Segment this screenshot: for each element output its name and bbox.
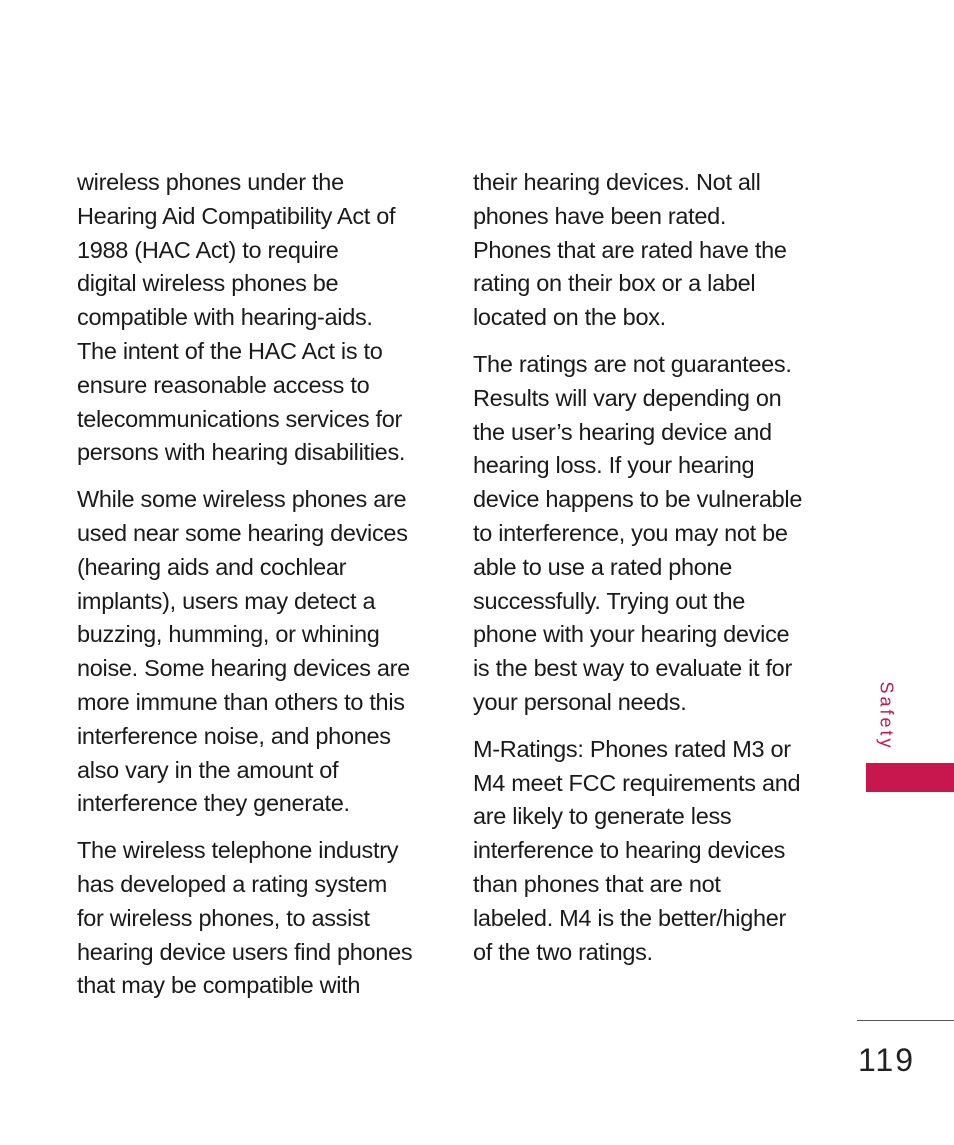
paragraph-rated-phones: their hearing devices. Not all phones have been rated. Phones that are rated have the rating on their box or a label located on the box.: [473, 169, 787, 331]
paragraph-hac-act: wireless phones under the Hearing Aid Compatibility Act of 1988 (HAC Act) to require digital wireless phones be compatible with hearing-aids. The intent of the HAC Act is to ensure reasonable access to telecommunications services for persons with hearing disabilities.: [77, 169, 406, 466]
section-tab-marker: [866, 763, 954, 792]
page-number-divider: [857, 1020, 954, 1021]
paragraph-ratings-not-guaranteed: The ratings are not guarantees. Results will vary depending on the user’s hearing device and hearing loss. If your hearing device happens to be vulnerable to interference, you may not be able to use a rated phone successfully. Trying out the phone with your hearing device is the best way to evaluate it for your personal needs.: [473, 350, 803, 715]
right-text-column: [473, 166, 825, 982]
page-number: 119: [858, 1042, 916, 1078]
paragraph-m-ratings: M-Ratings: Phones rated M3 or M4 meet FCC requirements and are likely to generate less interference to hearing devices than phones that are not labeled. M4 is the better/higher of the two ratings.: [473, 735, 801, 965]
section-label: Safety: [876, 681, 897, 751]
paragraph-interference: While some wireless phones are used near some hearing devices (hearing aids and cochlear implants), users may detect a buzzing, humming, or whining noise. Some hearing devices are more immune than others to this interference noise, and phones also vary in the amount of interference they generate.: [77, 486, 410, 817]
left-text-column: [77, 166, 429, 1016]
paragraph-rating-system: The wireless telephone industry has developed a rating system for wireless phones, to assist hearing device users find phones that may be compatible with: [77, 837, 413, 999]
